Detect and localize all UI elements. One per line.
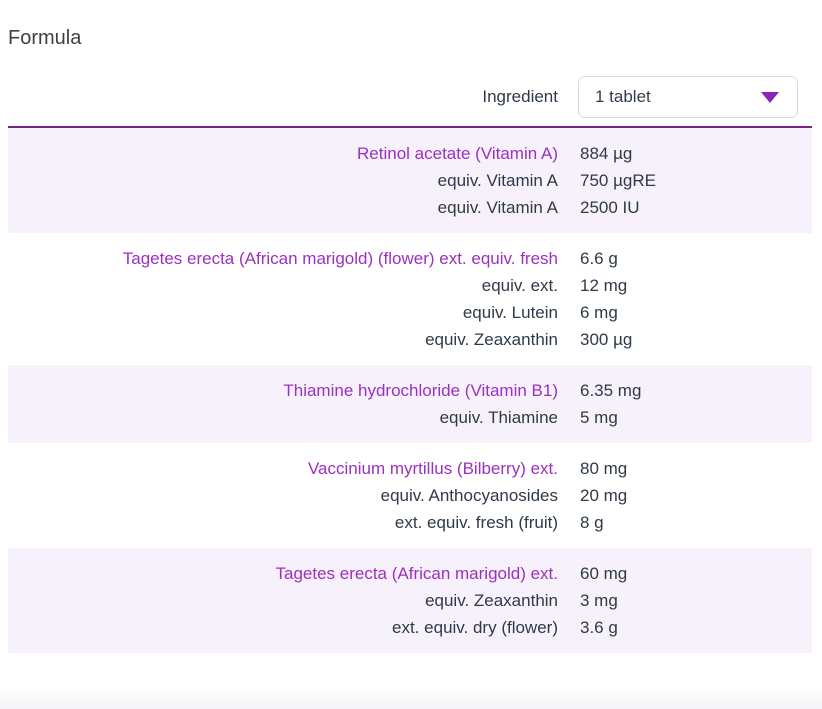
equiv-amount: 3.6 g <box>580 618 618 637</box>
equiv-amount: 750 µgRE <box>580 171 656 190</box>
ingredient-amount: 884 µg <box>580 144 633 163</box>
ingredient-row <box>8 128 812 233</box>
equiv-label: equiv. Lutein <box>462 303 558 322</box>
equiv-label: equiv. ext. <box>481 276 558 295</box>
ingredient-amount: 80 mg <box>580 459 628 478</box>
equiv-label: ext. equiv. dry (flower) <box>392 618 558 637</box>
serving-size-select[interactable] <box>578 76 798 118</box>
ingredient-row <box>8 443 812 548</box>
chevron-down-icon <box>761 92 779 103</box>
ingredient-amount: 6.35 mg <box>580 381 642 400</box>
formula-table <box>8 126 812 653</box>
equiv-amount: 300 µg <box>580 330 633 349</box>
equiv-label: equiv. Zeaxanthin <box>425 330 558 349</box>
equiv-amount: 5 mg <box>580 408 618 427</box>
equiv-label: equiv. Vitamin A <box>437 198 558 217</box>
ingredient-name-link[interactable]: Thiamine hydrochloride (Vitamin B1) <box>283 381 558 400</box>
ingredient-name-link[interactable]: Tagetes erecta (African marigold) ext. <box>275 564 558 583</box>
equiv-amount: 3 mg <box>580 591 618 610</box>
serving-size-value: 1 tablet <box>595 87 651 106</box>
ingredient-name-link[interactable]: Vaccinium myrtillus (Bilberry) ext. <box>307 459 558 478</box>
ingredient-row <box>8 548 812 653</box>
equiv-amount: 6 mg <box>580 303 618 322</box>
equiv-label: equiv. Zeaxanthin <box>425 591 558 610</box>
ingredient-row <box>8 233 812 365</box>
equiv-amount: 8 g <box>580 513 604 532</box>
ingredient-row <box>8 365 812 443</box>
page-title: Formula <box>8 27 82 49</box>
formula-page <box>0 27 822 653</box>
equiv-label: equiv. Thiamine <box>439 408 558 427</box>
ingredient-amount: 6.6 g <box>580 249 618 268</box>
next-section-partial <box>0 690 822 709</box>
equiv-amount: 12 mg <box>580 276 628 295</box>
ingredient-column-header: Ingredient <box>482 87 558 106</box>
equiv-label: equiv. Vitamin A <box>437 171 558 190</box>
equiv-label: equiv. Anthocyanosides <box>380 486 558 505</box>
table-header <box>8 76 812 118</box>
equiv-amount: 20 mg <box>580 486 628 505</box>
ingredient-name-link[interactable]: Retinol acetate (Vitamin A) <box>357 144 558 163</box>
equiv-label: ext. equiv. fresh (fruit) <box>394 513 558 532</box>
equiv-amount: 2500 IU <box>580 198 640 217</box>
ingredient-name-link[interactable]: Tagetes erecta (African marigold) (flower) ext. equiv. fresh <box>122 249 558 268</box>
ingredient-amount: 60 mg <box>580 564 628 583</box>
